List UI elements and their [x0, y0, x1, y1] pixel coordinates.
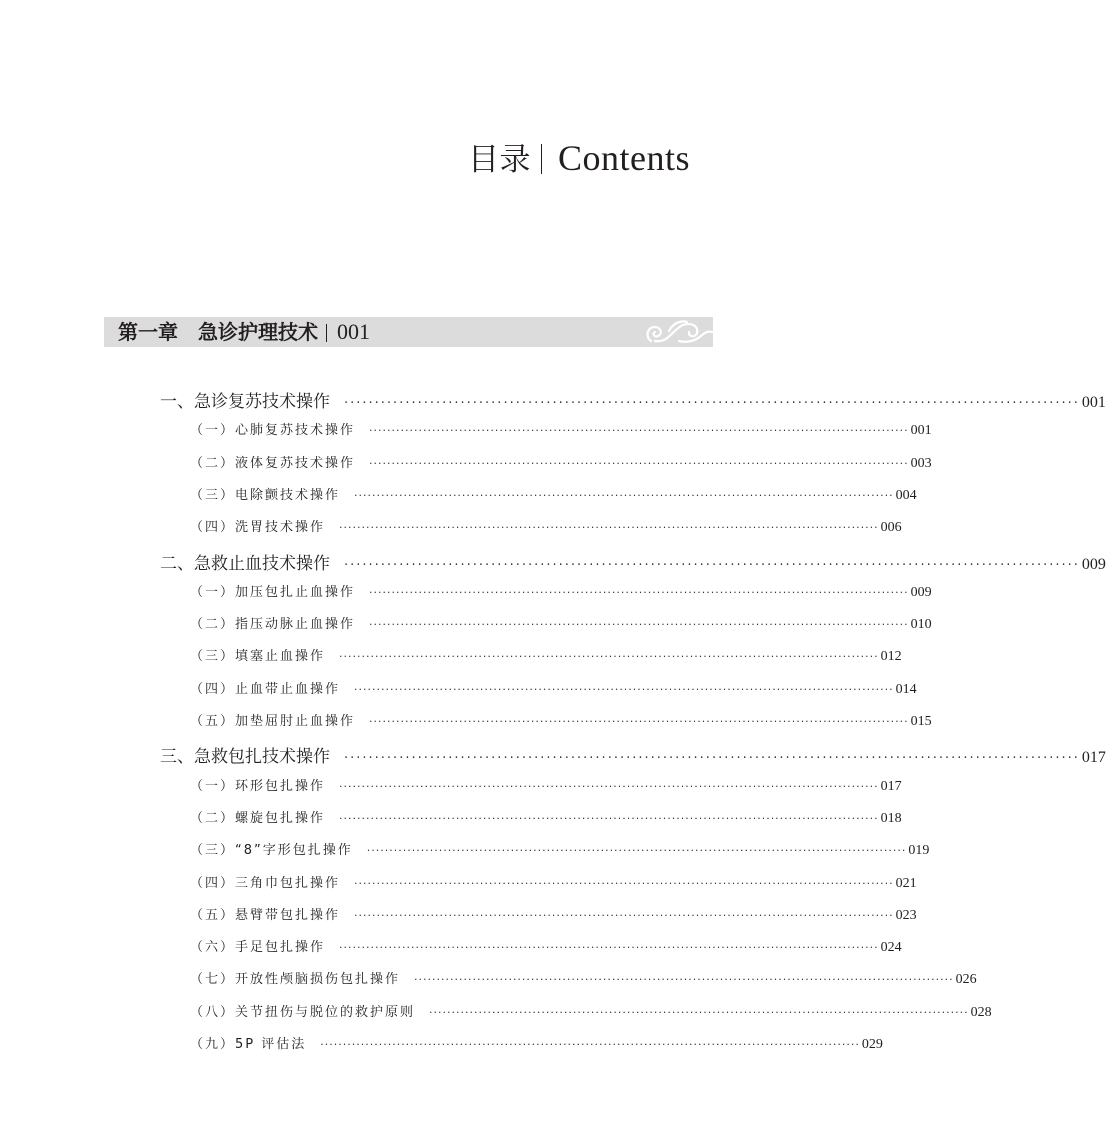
toc-subsection[interactable]	[190, 484, 917, 504]
dot-leader: ························································································································	[354, 876, 894, 890]
toc-entry-page: 001	[910, 423, 932, 439]
toc-entry-page: 017	[1081, 749, 1106, 767]
chapter-separator	[326, 324, 327, 342]
toc-entry-title: （一）环形包扎操作	[190, 778, 326, 794]
toc-entry-page: 004	[895, 487, 917, 503]
dot-leader: ························································································································	[344, 396, 1080, 411]
chapter-label: 第一章	[118, 320, 178, 344]
dot-leader: ························································································································	[339, 811, 879, 825]
toc-section[interactable]	[160, 742, 1106, 768]
toc-subsection[interactable]	[190, 581, 932, 601]
toc-subsection[interactable]	[190, 936, 902, 956]
dot-leader: ························································································································	[339, 941, 879, 955]
toc-section[interactable]	[160, 549, 1106, 574]
toc-subsection[interactable]	[190, 1001, 992, 1021]
toc-subsection[interactable]	[190, 645, 902, 665]
title-cn: 目录	[467, 142, 531, 178]
toc-entry-page: 012	[880, 649, 902, 665]
toc-entry-page: 003	[910, 455, 932, 471]
toc-entry-title: （二）液体复苏技术操作	[190, 455, 356, 471]
chapter-heading	[118, 317, 370, 347]
dot-leader: ························································································································	[354, 488, 894, 502]
toc-entry-page: 001	[1081, 394, 1106, 411]
toc-entry-page: 021	[895, 875, 917, 891]
toc-entry-title: 一、急诊复苏技术操作	[160, 392, 330, 412]
chapter-name: 急诊护理技术	[198, 320, 318, 344]
toc-entry-page: 023	[895, 907, 917, 923]
toc-entry-title: 二、急救止血技术操作	[160, 553, 330, 574]
dot-leader: ························································································································	[339, 650, 879, 664]
toc-entry-title: （四）止血带止血操作	[190, 681, 341, 697]
toc-entry-page: 006	[880, 520, 902, 536]
dot-leader: ························································································································	[320, 1038, 860, 1051]
toc-subsection[interactable]	[190, 516, 902, 536]
toc-subsection[interactable]	[190, 1033, 883, 1053]
toc-entry-title: （五）加垫屈肘止血操作	[190, 714, 356, 729]
toc-entry-title: （五）悬臂带包扎操作	[190, 907, 341, 923]
toc-entry-page: 017	[880, 778, 902, 794]
toc-entry-page: 028	[970, 1004, 992, 1020]
toc-entry-title: （一）心肺复苏技术操作	[190, 423, 356, 439]
dot-leader: ························································································································	[339, 521, 879, 535]
chapter-page: 001	[337, 319, 370, 344]
dot-leader: ························································································································	[344, 557, 1080, 573]
toc-entry-page: 019	[908, 843, 930, 859]
toc-entry-title: 三、急救包扎技术操作	[160, 747, 330, 768]
toc-entry-page: 009	[910, 584, 932, 600]
toc-entry-page: 018	[880, 810, 902, 826]
dot-leader: ························································································································	[369, 618, 909, 632]
title-en: Contents	[557, 138, 690, 178]
dot-leader: ························································································································	[344, 751, 1080, 767]
toc-entry-title: （一）加压包扎止血操作	[190, 584, 356, 600]
decorative-swirl-icon	[643, 317, 713, 347]
chapter-header[interactable]	[104, 317, 713, 347]
toc-entry-page: 015	[910, 714, 932, 729]
toc-subsection[interactable]	[190, 775, 902, 795]
toc-entry-page: 010	[910, 617, 932, 633]
toc-entry-page: 009	[1081, 555, 1106, 573]
dot-leader: ························································································································	[369, 585, 909, 599]
toc-entry-title: （三）“8”字形包扎操作	[190, 843, 353, 859]
dot-leader: ························································································································	[366, 844, 907, 858]
toc-subsection[interactable]	[190, 968, 977, 988]
toc-entry-title: （四）三角巾包扎操作	[190, 875, 341, 891]
dot-leader: ························································································································	[369, 424, 909, 438]
dot-leader: ························································································································	[339, 779, 879, 793]
toc-subsection[interactable]	[190, 839, 930, 859]
toc-subsection[interactable]	[190, 452, 932, 472]
page-title	[468, 136, 690, 182]
toc-subsection[interactable]	[190, 419, 932, 439]
toc-subsection[interactable]	[190, 807, 902, 827]
toc-entry-title: （四）洗胃技术操作	[190, 520, 326, 536]
toc-entry-title: （三）填塞止血操作	[190, 649, 326, 665]
dot-leader: ························································································································	[369, 456, 909, 470]
dot-leader: ························································································································	[429, 1005, 969, 1019]
toc-entry-page: 029	[861, 1037, 883, 1052]
toc-entry-title: （六）手足包扎操作	[190, 940, 326, 956]
toc-entry-page: 026	[955, 972, 977, 988]
toc-subsection[interactable]	[190, 678, 917, 698]
toc-entry-title: （二）螺旋包扎操作	[190, 810, 326, 826]
dot-leader: ························································································································	[414, 973, 954, 987]
toc-subsection[interactable]	[190, 904, 917, 924]
dot-leader: ························································································································	[369, 715, 909, 728]
toc-entry-page: 024	[880, 940, 902, 956]
title-separator	[541, 144, 542, 174]
toc-entry-title: （八）关节扭伤与脱位的救护原则	[190, 1004, 416, 1020]
toc-section[interactable]	[160, 387, 1106, 412]
toc-entry-title: （七）开放性颅脑损伤包扎操作	[190, 972, 401, 988]
toc-entry-page: 014	[895, 681, 917, 697]
toc-entry-title: （九）5P 评估法	[190, 1037, 307, 1052]
dot-leader: ························································································································	[354, 682, 894, 696]
toc-subsection[interactable]	[190, 710, 932, 730]
dot-leader: ························································································································	[354, 908, 894, 922]
toc-entry-title: （二）指压动脉止血操作	[190, 617, 356, 633]
toc-subsection[interactable]	[190, 872, 917, 892]
toc-entry-title: （三）电除颤技术操作	[190, 487, 341, 503]
toc-subsection[interactable]	[190, 613, 932, 633]
